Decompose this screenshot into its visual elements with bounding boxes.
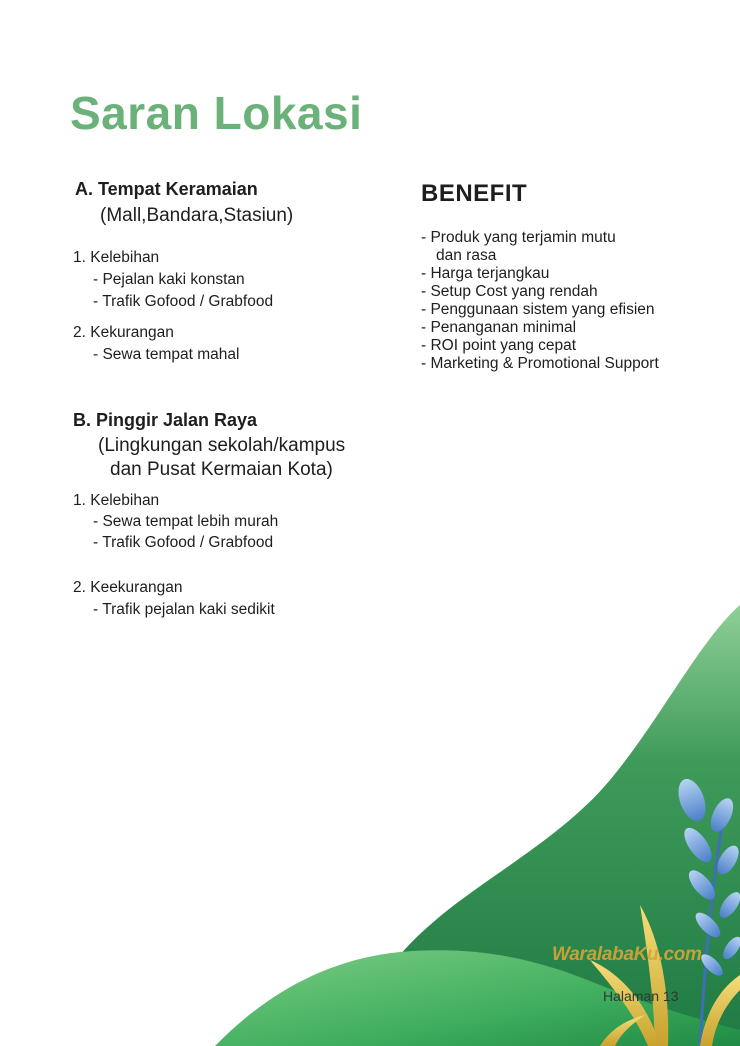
section-b-kelebihan-label: 1. Kelebihan — [73, 492, 160, 509]
watermark-logo: WaralabaKu.com — [552, 944, 702, 965]
section-b-subtitle-line2: dan Pusat Kermaian Kota) — [110, 459, 333, 480]
benefit-item-continuation: dan rasa — [436, 247, 497, 264]
benefit-item-text: - Harga terjangkau — [421, 265, 550, 282]
section-a-subtitle: (Mall,Bandara,Stasiun) — [100, 205, 294, 226]
section-a-kekurangan-label: 2. Kekurangan — [73, 324, 174, 341]
benefit-item — [421, 265, 659, 283]
benefit-item-text: - ROI point yang cepat — [421, 337, 577, 354]
section-b-subtitle-line1: (Lingkungan sekolah/kampus — [98, 435, 346, 456]
benefit-list — [421, 229, 659, 373]
section-a-kelebihan-item: - Pejalan kaki konstan — [93, 271, 245, 288]
section-b-kelebihan-item: - Sewa tempat lebih murah — [93, 513, 279, 530]
benefit-item — [421, 301, 659, 319]
section-a-kelebihan-item: - Trafik Gofood / Grabfood — [93, 293, 274, 310]
benefit-item-text: - Produk yang terjamin mutu — [421, 229, 616, 246]
page-number: Halaman 13 — [603, 988, 679, 1004]
section-b-kekurangan-label: 2. Keekurangan — [73, 579, 183, 596]
page-title: Saran Lokasi — [70, 87, 363, 139]
section-a-kelebihan-label: 1. Kelebihan — [73, 249, 160, 266]
benefit-item — [421, 283, 659, 301]
benefit-item-text: - Marketing & Promotional Support — [421, 355, 659, 372]
benefit-item — [421, 319, 659, 337]
benefit-item — [421, 355, 659, 373]
benefit-heading: BENEFIT — [421, 180, 528, 207]
section-a-heading: A. Tempat Keramaian — [75, 179, 258, 199]
benefit-item — [421, 337, 659, 355]
section-b-kelebihan-item: - Trafik Gofood / Grabfood — [93, 534, 274, 551]
section-b-heading: B. Pinggir Jalan Raya — [73, 410, 258, 430]
benefit-item — [421, 229, 659, 265]
section-a-kekurangan-item: - Sewa tempat mahal — [93, 346, 240, 363]
benefit-item-text: - Setup Cost yang rendah — [421, 283, 598, 300]
section-b-kekurangan-item: - Trafik pejalan kaki sedikit — [93, 601, 275, 618]
benefit-item-text: - Penggunaan sistem yang efisien — [421, 301, 655, 318]
benefit-item-text: - Penanganan minimal — [421, 319, 577, 336]
